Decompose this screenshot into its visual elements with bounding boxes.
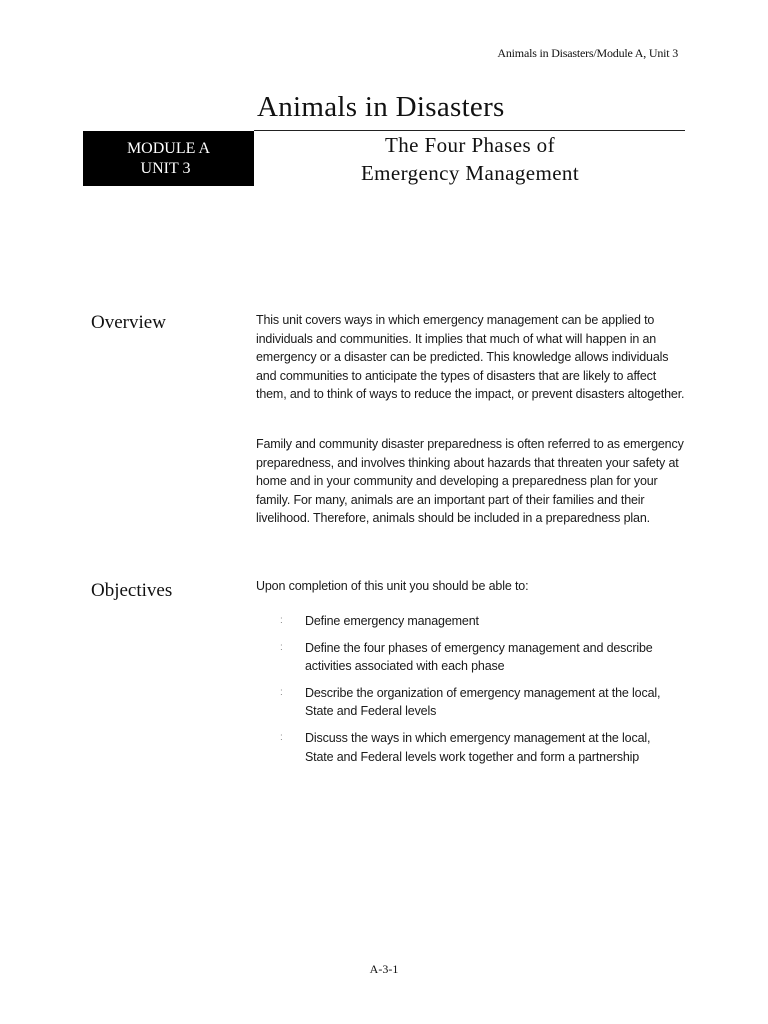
bullet-marker: :: [280, 731, 283, 743]
objective-text: Define the four phases of emergency management and describe activities associated with each phase: [305, 640, 653, 674]
overview-paragraph-2: Family and community disaster preparedness is often referred to as emergency preparedness, and involves thinking about hazards that threaten your safety at home and in your community and developing a preparedness plan for your family. For many, animals are an important part of their families and their livelihood. Therefore, animals should be included in a preparedness plan.: [256, 437, 684, 526]
bullet-marker: :: [280, 615, 283, 626]
document-title: Animals in Disasters: [257, 91, 505, 123]
bullet-marker: :: [280, 686, 283, 698]
objective-text: Discuss the ways in which emergency management at the local, State and Federal levels work together and form a partnership: [305, 730, 651, 764]
objectives-intro: Upon completion of this unit you should be able to:: [256, 579, 529, 593]
list-item: [280, 612, 680, 631]
module-label: MODULE A: [126, 139, 211, 157]
overview-heading: Overview: [91, 312, 166, 333]
unit-title: [300, 131, 640, 187]
overview-paragraph-1: This unit covers ways in which emergency management can be applied to individuals and communities. It implies that much of what will happen in an emergency or a disaster can be predicted. This knowledge allows individuals and communities to anticipate the types of disasters that are likely to affect them, and to think of ways to reduce the impact, or prevent disasters altogether.: [256, 313, 685, 402]
list-item: [280, 684, 680, 721]
running-header: Animals in Disasters/Module A, Unit 3: [497, 46, 678, 60]
unit-title-line-2: Emergency Management: [360, 161, 580, 185]
list-item: [280, 729, 680, 766]
objectives-heading: Objectives: [91, 580, 173, 601]
objective-text: Define emergency management: [305, 614, 479, 628]
page-number: A-3-1: [369, 962, 399, 976]
unit-label: UNIT 3: [140, 159, 191, 177]
objectives-list: [280, 612, 680, 774]
module-unit-badge: [83, 131, 254, 186]
list-item: [280, 639, 680, 676]
unit-title-line-1: The Four Phases of: [385, 133, 555, 157]
bullet-marker: :: [280, 641, 283, 653]
objective-text: Describe the organization of emergency management at the local, State and Federal levels: [305, 685, 661, 719]
